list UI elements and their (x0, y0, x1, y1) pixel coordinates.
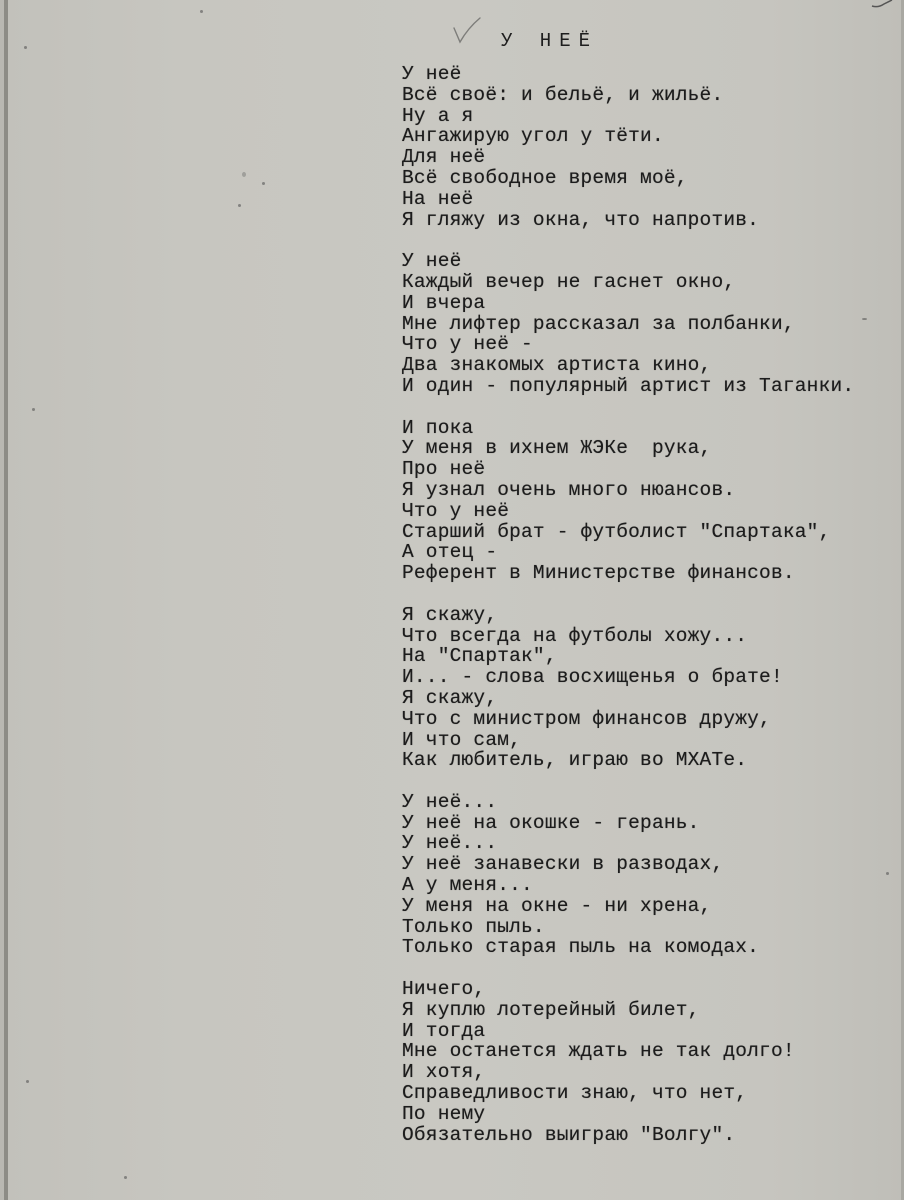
poem-body (402, 64, 854, 1166)
paper-speck (886, 872, 889, 875)
typewritten-page (4, 0, 904, 1200)
poem-line: Каждый вечер не гаснет окно, (402, 270, 736, 293)
poem-line: И вчера (402, 291, 486, 314)
poem-line: Только пыль. (402, 915, 545, 938)
poem-line: Ну а я (402, 104, 474, 127)
poem-line: И один - популярный артист из Таганки. (402, 374, 855, 397)
paper-speck (26, 1080, 29, 1083)
poem-line: Что у неё (402, 499, 510, 522)
poem-line: Справедливости знаю, что нет, (402, 1082, 748, 1105)
stanza-2 (402, 251, 854, 397)
poem-line: Как любитель, играю во МХАТе. (402, 749, 748, 772)
poem-line: Референт в Министерстве финансов. (402, 562, 795, 585)
poem-line: Обязательно выиграю "Волгу". (402, 1123, 736, 1146)
poem-title: У НЕЁ (501, 30, 599, 52)
poem-line: Что с министром финансов дружу, (402, 707, 771, 730)
paper-speck (200, 10, 203, 13)
poem-line: Я куплю лотерейный билет, (402, 998, 700, 1021)
poem-line: А отец - (402, 541, 498, 564)
poem-line: Я гляжу из окна, что напротив. (402, 208, 760, 231)
poem-line: На неё (402, 187, 474, 210)
poem-line: Два знакомых артиста кино, (402, 354, 712, 377)
poem-line: У неё (402, 250, 462, 273)
paper-speck (262, 182, 265, 185)
poem-line: Я узнал очень много нюансов. (402, 478, 736, 501)
stanza-1 (402, 64, 854, 230)
poem-line: У неё на окошке - герань. (402, 811, 700, 834)
poem-line: Про неё (402, 458, 486, 481)
paper-speck (242, 172, 246, 177)
poem-line: Я скажу, (402, 686, 498, 709)
stanza-5 (402, 792, 854, 958)
paper-speck (32, 408, 35, 411)
paper-speck (24, 46, 27, 49)
poem-line: На "Спартак", (402, 645, 557, 668)
poem-line: Я скажу, (402, 603, 498, 626)
poem-line: Всё свободное время моё, (402, 166, 688, 189)
poem-line: А у меня... (402, 874, 533, 897)
paper-speck (238, 204, 241, 207)
stanza-6 (402, 979, 854, 1145)
paper-speck (862, 318, 867, 320)
pencil-mark-icon (870, 0, 894, 8)
paper-speck (124, 1176, 127, 1179)
poem-line: У неё (402, 63, 462, 85)
poem-line: У неё... (402, 790, 498, 813)
poem-line: Ангажирую угол у тёти. (402, 125, 664, 148)
poem-line: Только старая пыль на комодах. (402, 936, 760, 959)
poem-line: И... - слова восхищенья о брате! (402, 666, 783, 689)
poem-line: По нему (402, 1102, 486, 1125)
stanza-3 (402, 418, 854, 584)
stanza-4 (402, 605, 854, 771)
poem-line: У меня на окне - ни хрена, (402, 894, 712, 917)
poem-line: Для неё (402, 146, 486, 169)
poem-line: И тогда (402, 1019, 486, 1042)
handwritten-checkmark-icon (452, 16, 482, 48)
poem-line: У неё... (402, 832, 498, 855)
poem-line: И хотя, (402, 1061, 486, 1084)
poem-line: Что всегда на футболы хожу... (402, 624, 748, 647)
poem-line: Всё своё: и бельё, и жильё. (402, 83, 724, 106)
poem-line: Ничего, (402, 978, 486, 1001)
poem-line: И пока (402, 416, 474, 439)
poem-line: Что у неё - (402, 333, 533, 356)
poem-line: И что сам, (402, 728, 522, 751)
page-left-edge (4, 0, 8, 1200)
poem-line: Старший брат - футболист "Спартака", (402, 520, 831, 543)
poem-line: Мне останется ждать не так долго! (402, 1040, 795, 1063)
poem-line: У меня в ихнем ЖЭКе рука, (402, 437, 712, 460)
poem-line: Мне лифтер рассказал за полбанки, (402, 312, 795, 335)
poem-line: У неё занавески в разводах, (402, 853, 724, 876)
